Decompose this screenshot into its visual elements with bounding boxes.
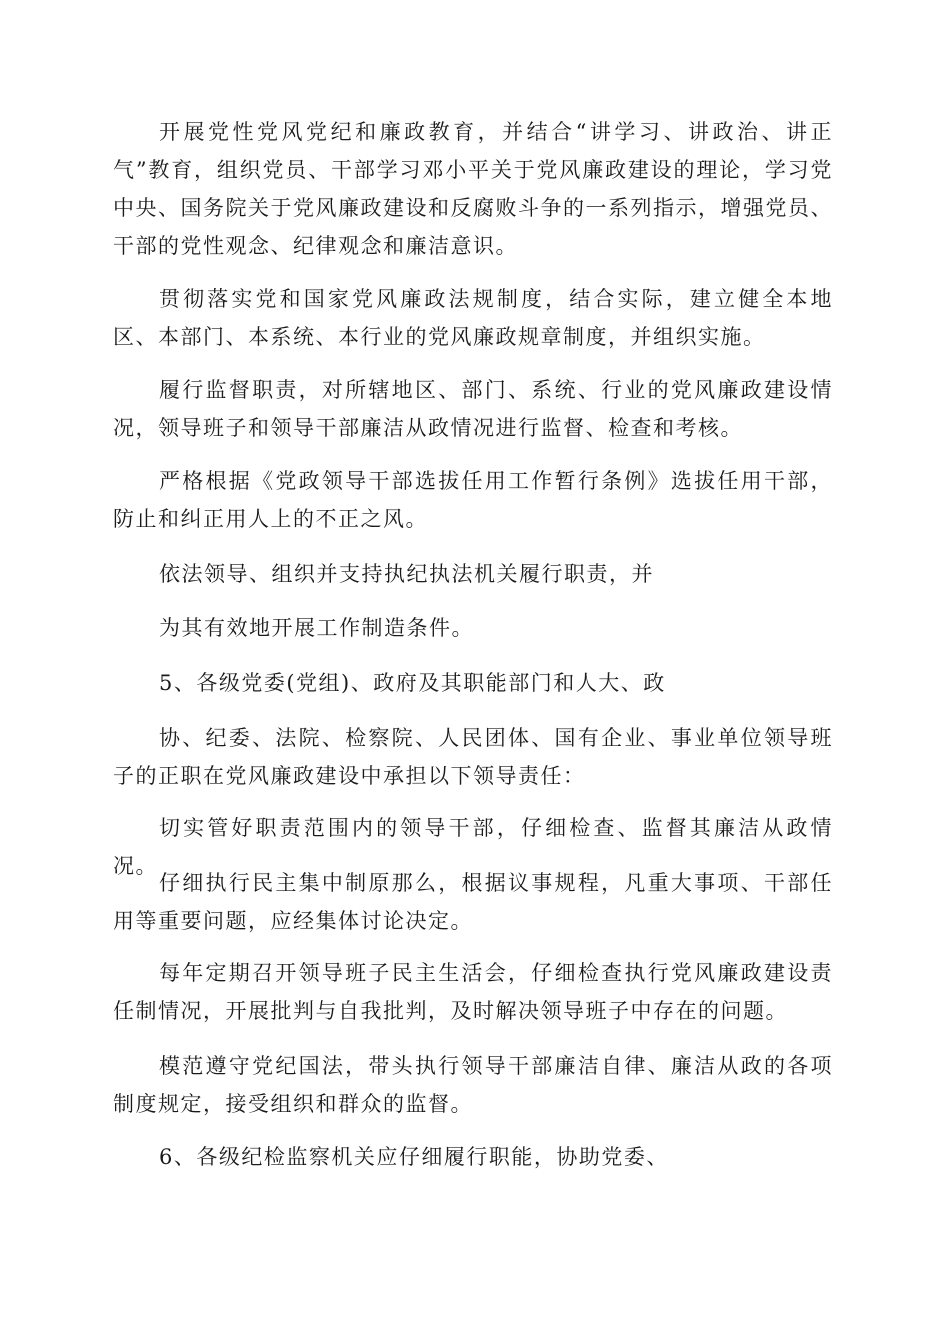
- paragraph-11: 每年定期召开领导班子民主生活会，仔细检查执行党风廉政建设责任制情况，开展批判与自我批判，及时解决领导班子中存在的问题。: [113, 961, 833, 1023]
- paragraph-8: 协、纪委、法院、检察院、人民团体、国有企业、事业单位领导班子的正职在党风廉政建设中承担以下领导责任：: [113, 726, 833, 788]
- paragraph-12: 模范遵守党纪国法，带头执行领导干部廉洁自律、廉洁从政的各项制度规定，接受组织和群众的监督。: [113, 1054, 833, 1116]
- paragraph-10: 仔细执行民主集中制原那么，根据议事规程，凡重大事项、干部任用等重要问题，应经集体讨论决定。: [113, 871, 833, 933]
- paragraph-1: 开展党性党风党纪和廉政教育，并结合“讲学习、讲政治、讲正气”教育，组织党员、干部学习邓小平关于党风廉政建设的理论，学习党中央、国务院关于党风廉政建设和反腐败斗争的一系列指示，增强党员、干部的党性观念、纪律观念和廉洁意识。: [113, 120, 833, 258]
- paragraph-13: 6、各级纪检监察机关应仔细履行职能，协助党委、: [159, 1145, 669, 1169]
- paragraph-5: 依法领导、组织并支持执纪执法机关履行职责，并: [159, 562, 654, 586]
- paragraph-3: 履行监督职责，对所辖地区、部门、系统、行业的党风廉政建设情况，领导班子和领导干部廉洁从政情况进行监督、检查和考核。: [113, 378, 833, 440]
- paragraph-9: 切实管好职责范围内的领导干部，仔细检查、监督其廉洁从政情况。: [113, 816, 833, 878]
- paragraph-7: 5、各级党委(党组)、政府及其职能部门和人大、政: [159, 671, 666, 695]
- paragraph-6: 为其有效地开展工作制造条件。: [159, 616, 474, 640]
- paragraph-4: 严格根据《党政领导干部选拔任用工作暂行条例》选拔任用干部，防止和纠正用人上的不正之风。: [113, 469, 833, 531]
- paragraph-2: 贯彻落实党和国家党风廉政法规制度，结合实际，建立健全本地区、本部门、本系统、本行业的党风廉政规章制度，并组织实施。: [113, 287, 833, 349]
